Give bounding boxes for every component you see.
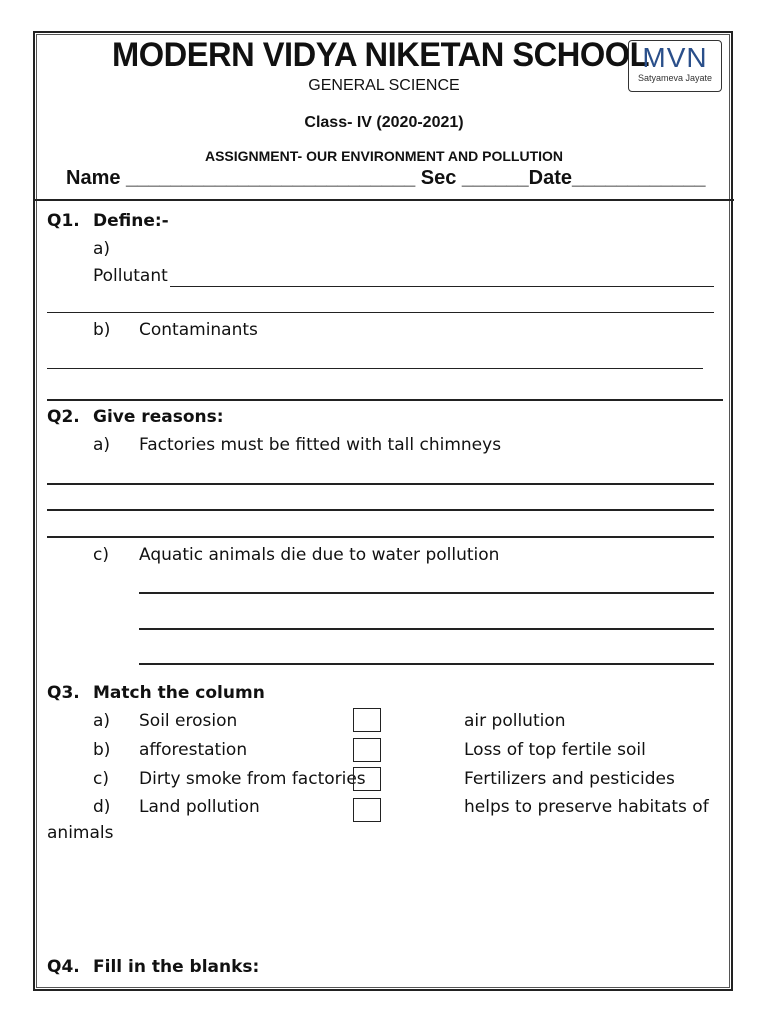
header-divider	[34, 199, 734, 201]
q2-number: Q2.	[47, 407, 80, 427]
q3-row-left: afforestation	[139, 740, 248, 760]
q2-title: Give reasons:	[93, 407, 224, 427]
section-divider	[47, 399, 723, 401]
answer-line	[47, 536, 714, 538]
q1-number: Q1.	[47, 211, 80, 231]
answer-line	[170, 286, 714, 287]
answer-line	[47, 483, 714, 485]
q3-row-marker: d)	[93, 797, 111, 817]
assignment-title: ASSIGNMENT- OUR ENVIRONMENT AND POLLUTION	[204, 148, 564, 164]
q1-b-marker: b)	[93, 320, 111, 340]
school-name: MODERN VIDYA NIKETAN SCHOOL	[112, 36, 650, 74]
q2-c-marker: c)	[93, 545, 109, 565]
q3-row-wrap: animals	[47, 823, 114, 843]
q1-a-text: Pollutant	[93, 266, 168, 286]
logo-tagline: Satyameva Jayate	[637, 73, 713, 83]
match-answer-box[interactable]	[353, 798, 381, 822]
answer-line	[47, 312, 714, 313]
q3-row-right: air pollution	[464, 711, 566, 731]
q3-row-right: helps to preserve habitats of	[464, 797, 709, 817]
q2-a-text: Factories must be fitted with tall chimneys	[139, 435, 502, 455]
answer-line	[47, 509, 714, 511]
subject-title: GENERAL SCIENCE	[308, 77, 460, 94]
q1-a-marker: a)	[93, 239, 111, 259]
class-line: Class- IV (2020-2021)	[304, 114, 464, 131]
q4-title: Fill in the blanks:	[93, 957, 260, 977]
q1-b-text: Contaminants	[139, 320, 258, 340]
answer-line	[139, 628, 714, 630]
logo-mark: MVN	[642, 42, 708, 73]
q1-title: Define:-	[93, 211, 169, 231]
q3-row-marker: b)	[93, 740, 111, 760]
q3-row-right: Fertilizers and pesticides	[464, 769, 675, 789]
q3-row-right: Loss of top fertile soil	[464, 740, 646, 760]
q3-row-left: Dirty smoke from factories	[139, 769, 366, 789]
name-section-date-row: Name __________________________ Sec ______Date____________	[66, 167, 706, 189]
answer-line	[47, 368, 703, 369]
match-answer-box[interactable]	[353, 738, 381, 762]
match-answer-box[interactable]	[353, 708, 381, 732]
q2-a-marker: a)	[93, 435, 111, 455]
q3-row-marker: a)	[93, 711, 111, 731]
q3-row-left: Land pollution	[139, 797, 260, 817]
match-answer-box[interactable]	[353, 767, 381, 791]
q2-c-text: Aquatic animals die due to water pollution	[139, 545, 500, 565]
q3-row-marker: c)	[93, 769, 109, 789]
answer-line	[139, 592, 714, 594]
q3-row-left: Soil erosion	[139, 711, 238, 731]
q3-title: Match the column	[93, 683, 265, 703]
q3-number: Q3.	[47, 683, 80, 703]
q4-number: Q4.	[47, 957, 80, 977]
answer-line	[139, 663, 714, 665]
